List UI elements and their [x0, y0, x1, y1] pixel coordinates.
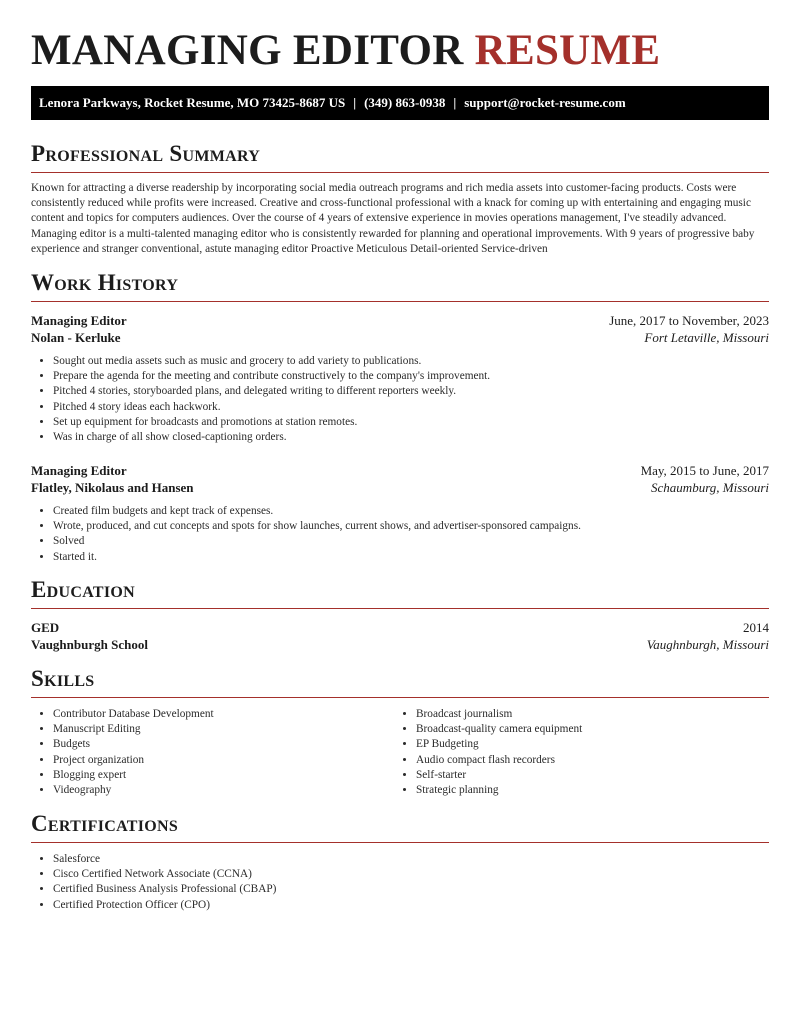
job-bullet: • Sought out media assets such as music and grocery to add variety to publications. — [53, 354, 490, 369]
education-year: 2014 — [743, 620, 769, 635]
skill-item: • EP Budgeting — [416, 737, 582, 752]
skill-item: • Contributor Database Development — [53, 707, 214, 722]
job-bullet: • Set up equipment for broadcasts and promotions at station remotes. — [53, 415, 490, 430]
job-company: Flatley, Nikolaus and Hansen — [31, 480, 194, 495]
contact-phone: (349) 863-0938 — [364, 95, 446, 110]
job-dates: May, 2015 to June, 2017 — [640, 463, 769, 478]
resume-title — [31, 27, 660, 75]
contact-address: Lenora Parkways, Rocket Resume, MO 73425-8687 US — [39, 95, 346, 110]
job-bullet: • Created film budgets and kept track of expenses. — [53, 504, 581, 519]
skills-list-right — [394, 707, 582, 798]
contact-separator: | — [353, 95, 357, 110]
contact-separator: | — [453, 95, 457, 110]
section-title-education: Education — [31, 576, 769, 609]
contact-bar — [31, 86, 769, 120]
job-bullet: • Prepare the agenda for the meeting and contribute constructively to the company's improvement. — [53, 369, 490, 384]
section-title-skills: Skills — [31, 665, 769, 698]
job-location: Schaumburg, Missouri — [651, 480, 769, 495]
job-bullet: • Started it. — [53, 550, 581, 565]
section-title-certifications: Certifications — [31, 810, 769, 843]
education-location: Vaughnburgh, Missouri — [646, 637, 769, 652]
job-bullets — [31, 354, 490, 445]
education-degree: GED — [31, 620, 60, 635]
job-location: Fort Letaville, Missouri — [644, 330, 769, 345]
certifications-list — [31, 852, 276, 913]
skill-item: • Broadcast journalism — [416, 707, 582, 722]
skill-item: • Audio compact flash recorders — [416, 753, 582, 768]
skill-item: • Budgets — [53, 737, 214, 752]
section-title-summary: Professional Summary — [31, 140, 769, 173]
job-dates: June, 2017 to November, 2023 — [609, 313, 769, 328]
summary-text: Known for attracting a diverse readership by incorporating social media outreach programs and rich media assets into customer-facing products. Costs were consistently reduced while profits were increased. Creative and cross-functional professional with a knack for coming up with entertaining and engaging music content and topics for computers audiences. Over the course of 4 years of extensive experience in movies operations management, I've steadily advanced. Managing editor is a multi-talented managing editor who is consistently rewarded for planning and operational improvements. With 9 years of progressive baby experience and stranger conventional, astute managing editor Proactive Meticulous Detail-oriented Service-driven — [31, 182, 755, 255]
skill-item: • Self-starter — [416, 768, 582, 783]
skill-item: • Broadcast-quality camera equipment — [416, 722, 582, 737]
certification-item: • Salesforce — [53, 852, 276, 867]
section-title-work-history: Work History — [31, 269, 769, 302]
job-company: Nolan - Kerluke — [31, 330, 121, 345]
job-title: Managing Editor — [31, 463, 127, 478]
skill-item: • Manuscript Editing — [53, 722, 214, 737]
skill-item: • Project organization — [53, 753, 214, 768]
job-bullet: • Pitched 4 stories, storyboarded plans, and delegated writing to different reporters weekly. — [53, 384, 490, 399]
job-bullet: • Pitched 4 story ideas each hackwork. — [53, 400, 490, 415]
title-main: MANAGING EDITOR — [31, 27, 464, 74]
job-title: Managing Editor — [31, 313, 127, 328]
skills-list-left — [31, 707, 214, 798]
certification-item: • Cisco Certified Network Associate (CCNA) — [53, 867, 276, 882]
skill-item: • Videography — [53, 783, 214, 798]
job-bullet: • Wrote, produced, and cut concepts and spots for show launches, current shows, and advertiser-sponsored campaigns. — [53, 519, 581, 534]
contact-email: support@rocket-resume.com — [464, 95, 626, 110]
job-bullet: • Solved — [53, 534, 581, 549]
job-bullet: • Was in charge of all show closed-captioning orders. — [53, 430, 490, 445]
certification-item: • Certified Business Analysis Professional (CBAP) — [53, 882, 276, 897]
certification-item: • Certified Protection Officer (CPO) — [53, 898, 276, 913]
education-school: Vaughnburgh School — [31, 637, 148, 652]
job-bullets — [31, 504, 581, 565]
skill-item: • Blogging expert — [53, 768, 214, 783]
title-accent: RESUME — [474, 27, 661, 74]
skill-item: • Strategic planning — [416, 783, 582, 798]
